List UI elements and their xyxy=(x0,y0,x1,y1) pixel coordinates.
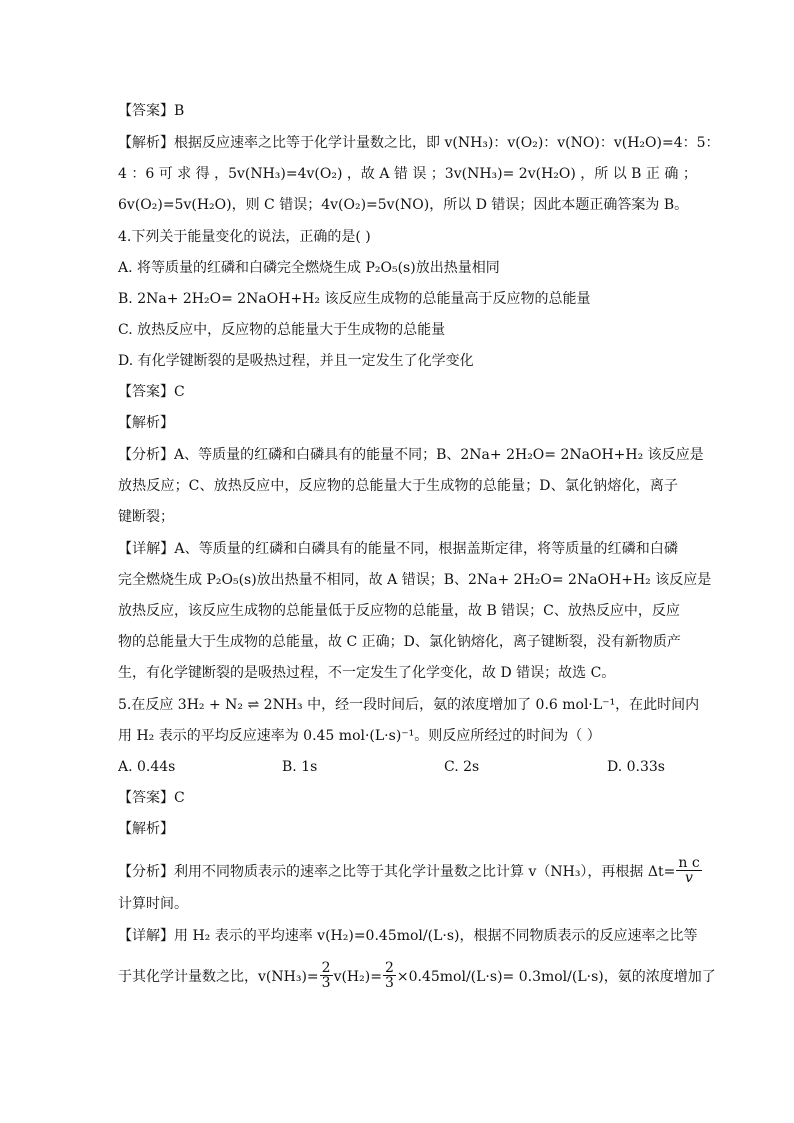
q3-analysis-line-1: 【解析】根据反应速率之比等于化学计量数之比，即 v(NH₃)：v(O₂)：v(NO)：v(H₂O)=4：5： xyxy=(118,135,720,151)
q4-option-d: D. 有化学键断裂的是吸热过程，并且一定发生了化学变化 xyxy=(118,353,474,369)
q4-xiangjie-line-1: 【详解】A、等质量的红磷和白磷具有的能量不同，根据盖斯定律，将等质量的红磷和白磷 xyxy=(118,541,678,557)
delta-t-numerator: n c xyxy=(678,854,700,871)
q4-stem: 4.下列关于能量变化的说法，正确的是( ) xyxy=(118,229,371,245)
q4-fenxi-line-2: 放热反应；C、放热反应中，反应物的总能量大于生成物的总能量；D、氯化钠熔化，离子 xyxy=(118,478,678,494)
q5-stem-line-2: 用 H₂ 表示的平均反应速率为 0.45 mol·(L·s)⁻¹。则反应所经过的时间为（ ） xyxy=(118,728,601,744)
q5-fenxi-line-1 xyxy=(118,854,700,887)
q4-xiangjie-line-5: 生，有化学键断裂的是吸热过程，不一定发生了化学变化，故 D 错误；故选 C。 xyxy=(118,665,616,681)
q5-option-c: C. 2s xyxy=(444,759,480,775)
q4-xiangjie-line-3: 放热反应，该反应生成物的总能量低于反应物的总能量，故 B 错误；C、放热反应中，反应 xyxy=(118,603,680,619)
q4-option-b: B. 2Na+ 2H₂O= 2NaOH+H₂ 该反应生成物的总能量高于反应物的总能量 xyxy=(118,291,591,307)
q5-analysis-label: 【解析】 xyxy=(118,821,174,837)
q4-xiangjie-line-2: 完全燃烧生成 P₂O₅(s)放出热量不相同，故 A 错误；B、2Na+ 2H₂O= 2NaOH+H₂ 该反应是 xyxy=(118,572,712,588)
q4-analysis-label: 【解析】 xyxy=(118,415,174,431)
q5-xiangjie-text-c: ×0.45mol/(L·s)= 0.3mol/(L·s)，氨的浓度增加了 xyxy=(396,969,716,985)
q4-xiangjie-line-4: 物的总能量大于生成物的总能量，故 C 正确；D、氯化钠熔化，离子键断裂，没有新物质产 xyxy=(118,634,681,650)
q5-option-a: A. 0.44s xyxy=(118,759,176,775)
q5-xiangjie-line-2 xyxy=(118,959,716,994)
fraction-numerator-1: 2 xyxy=(321,959,331,976)
q5-fenxi-line-2: 计算时间。 xyxy=(118,896,188,912)
fraction-numerator-2: 2 xyxy=(384,959,394,976)
q5-xiangjie-text-a: 于其化学计量数之比，v(NH₃)= xyxy=(118,969,319,985)
q5-answer: 【答案】C xyxy=(118,790,185,806)
q5-xiangjie-text-b: v(H₂)= xyxy=(333,969,382,985)
two-thirds-fraction-2 xyxy=(383,961,396,990)
q3-analysis-line-2: 4 ：6 可 求 得 ，5v(NH₃)=4v(O₂) ，故 A 错 误 ；3v(NH₃)= 2v(H₂O) ，所 以 B 正 确 ； xyxy=(118,166,697,182)
fraction-denominator-1: 3 xyxy=(321,974,331,991)
q4-option-a: A. 将等质量的红磷和白磷完全燃烧生成 P₂O₅(s)放出热量相同 xyxy=(118,260,500,276)
delta-t-denominator: v xyxy=(685,869,693,886)
q5-xiangjie-line-1: 【详解】用 H₂ 表示的平均速率 v(H₂)=0.45mol/(L·s)，根据不同物质表示的反应速率之比等 xyxy=(118,928,698,944)
q4-fenxi-line-3: 键断裂； xyxy=(118,509,174,525)
delta-t-fraction xyxy=(676,856,701,885)
q5-option-b: B. 1s xyxy=(282,759,318,775)
q4-answer: 【答案】C xyxy=(118,384,185,400)
q5-option-d: D. 0.33s xyxy=(607,759,665,775)
q5-stem-line-1: 5.在反应 3H₂ + N₂ ⇌ 2NH₃ 中，经一段时间后，氨的浓度增加了 0.6 mol·L⁻¹，在此时间内 xyxy=(118,697,700,713)
q5-fenxi-text: 【分析】利用不同物质表示的速率之比等于其化学计量数之比计算 v（NH₃），再根据 Δt= xyxy=(118,864,676,880)
q3-answer: 【答案】B xyxy=(118,103,185,119)
q3-analysis-line-3: 6v(O₂)=5v(H₂O)，则 C 错误；4v(O₂)=5v(NO)，所以 D 错误；因此本题正确答案为 B。 xyxy=(118,197,689,213)
two-thirds-fraction-1 xyxy=(320,961,333,990)
q4-option-c: C. 放热反应中，反应物的总能量大于生成物的总能量 xyxy=(118,322,446,338)
fraction-denominator-2: 3 xyxy=(384,974,394,991)
q4-fenxi-line-1: 【分析】A、等质量的红磷和白磷具有的能量不同；B、2Na+ 2H₂O= 2NaOH+H₂ 该反应是 xyxy=(118,447,704,463)
